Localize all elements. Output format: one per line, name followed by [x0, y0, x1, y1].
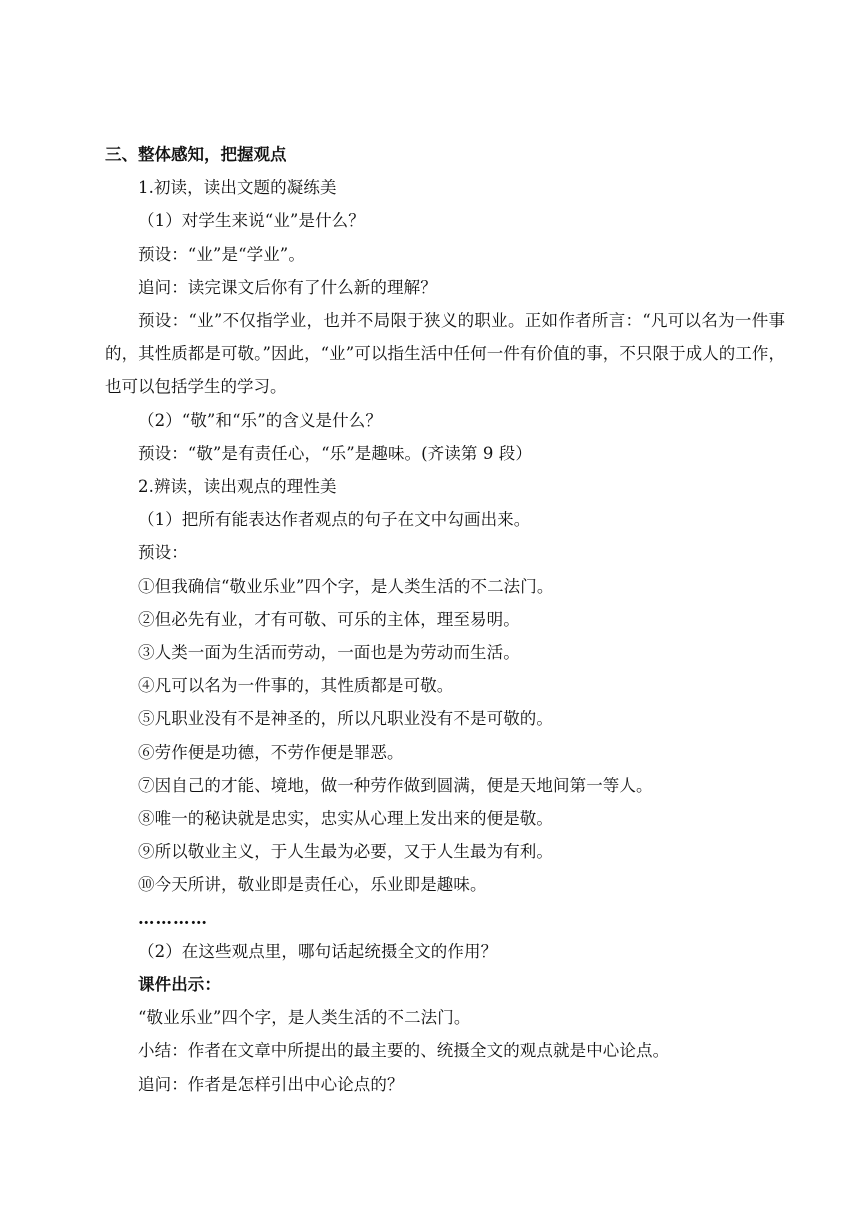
answer-2: 预设：“敬”是有责任心，“乐”是趣味。(齐读第 9 段）: [138, 443, 532, 463]
part1-title: 1.初读，读出文题的凝练美: [138, 178, 337, 198]
viewpoint-item: ⑧唯一的秘诀就是忠实，忠实从心理上发出来的便是敬。: [138, 809, 553, 829]
courseware-label: 课件出示：: [138, 975, 221, 995]
viewpoint-item: ⑥劳作便是功德，不劳作便是罪恶。: [138, 742, 404, 762]
question-4: （2）在这些观点里，哪句话起统摄全文的作用？: [138, 941, 498, 961]
question-1: （1）对学生来说“业”是什么？: [138, 211, 365, 231]
ellipsis: …………: [138, 908, 208, 928]
viewpoint-item: ⑩今天所讲，敬业即是责任心，乐业即是趣味。: [138, 875, 487, 895]
viewpoint-item: ④凡可以名为一件事的，其性质都是可敬。: [138, 676, 454, 696]
viewpoint-item: ⑤凡职业没有不是神圣的，所以凡职业没有不是可敬的。: [138, 709, 553, 729]
question-3: （1）把所有能表达作者观点的句子在文中勾画出来。: [138, 510, 531, 530]
viewpoint-item: ②但必先有业，才有可敬、可乐的主体，理至易明。: [138, 609, 520, 629]
section-heading: 三、整体感知，把握观点: [105, 145, 287, 164]
answer-3-label: 预设：: [138, 543, 188, 563]
viewpoint-item: ③人类一面为生活而劳动，一面也是为劳动而生活。: [138, 643, 520, 663]
document-body: [105, 138, 785, 1101]
courseware-text: “敬业乐业”四个字，是人类生活的不二法门。: [138, 1008, 471, 1028]
followup-question-1: 追问：读完课文后你有了什么新的理解？: [138, 277, 437, 297]
viewpoint-item: ①但我确信“敬业乐业”四个字，是人类生活的不二法门。: [138, 576, 554, 596]
followup-question-2: 追问：作者是怎样引出中心论点的？: [138, 1074, 404, 1094]
summary: 小结：作者在文章中所提出的最主要的、统摄全文的观点就是中心论点。: [138, 1041, 670, 1061]
answer-1-extended: 预设：“业”不仅指学业，也并不局限于狭义的职业。正如作者所言：“凡可以名为一件事的，其性质都是可敬。”因此，“业”可以指生活中任何一件有价值的事，不只限于成人的工作，也可以包括学生的学习。: [105, 311, 785, 397]
question-2: （2）“敬”和“乐”的含义是什么？: [138, 410, 382, 430]
answer-1: 预设：“业”是“学业”。: [138, 244, 305, 264]
viewpoint-item: ⑦因自己的才能、境地，做一种劳作做到圆满，便是天地间第一等人。: [138, 775, 653, 795]
part2-title: 2.辨读，读出观点的理性美: [138, 477, 337, 497]
viewpoint-list: [105, 570, 785, 902]
viewpoint-item: ⑨所以敬业主义，于人生最为必要，又于人生最为有利。: [138, 842, 553, 862]
